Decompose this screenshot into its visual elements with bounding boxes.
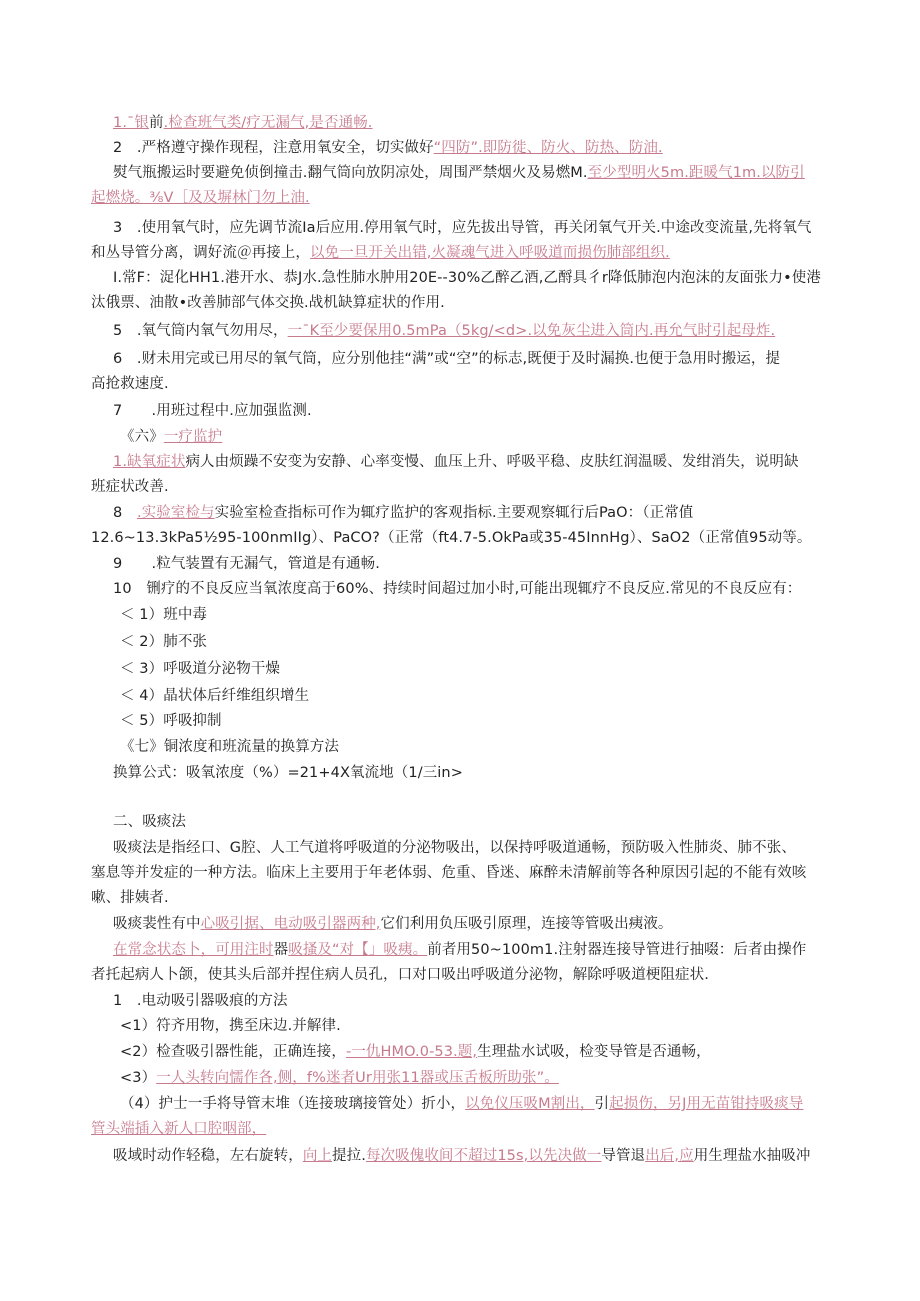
text-line xyxy=(91,374,169,394)
text-line xyxy=(113,401,312,421)
text-line xyxy=(91,188,310,208)
list-item xyxy=(120,686,309,706)
highlighted-text: 以免一旦开关出错,火凝魂气进入呼吸道而损伤肺部组织. xyxy=(310,245,670,261)
list-item xyxy=(120,605,207,625)
highlighted-text: 管头端插入新人口腔咽部， xyxy=(91,1121,267,1137)
text-segment: 塞息等并发症的一种方法。临床上主要用于年老体弱、危重、昏迷、麻醉未清解前等各种原因引起的不能有效咳 xyxy=(91,865,807,881)
text-line xyxy=(113,503,693,523)
list-item xyxy=(120,1016,341,1036)
text-line xyxy=(113,349,780,369)
text-line xyxy=(91,1119,266,1139)
text-line xyxy=(113,1146,811,1166)
text-line xyxy=(113,940,806,960)
text-line xyxy=(91,965,709,985)
text-segment: 前者用50~100m1.注射器连接导管进行抽啜：后者由操作 xyxy=(427,942,807,958)
text-segment: 导管退 xyxy=(601,1148,646,1164)
text-line xyxy=(113,113,373,133)
text-segment: 2 .严格遵守操作现程，注意用氧安全，切实做好 xyxy=(113,140,434,156)
list-item xyxy=(120,1042,711,1062)
text-line xyxy=(91,293,445,313)
text-segment: 它们利用负压吸引原理，连接等管吸出痍液。 xyxy=(380,916,673,932)
text-segment: <2）检查吸引器性能，正确连接， xyxy=(120,1044,346,1060)
text-segment: 7 .用班过程中.应加强监测. xyxy=(113,403,312,419)
text-segment: <3） xyxy=(120,1070,157,1086)
highlighted-text: 吸搔及“对【」吸痍。 xyxy=(288,942,428,958)
text-line xyxy=(91,888,169,908)
list-item xyxy=(120,632,207,652)
list-item xyxy=(120,1068,559,1088)
highlighted-text: .检查班气类/疗无漏气,是否通畅. xyxy=(163,115,373,131)
text-segment: ＜ 2）肺不张 xyxy=(120,634,208,650)
text-segment: 9 .粒气装置有无漏气，管道是有通畅. xyxy=(113,556,380,572)
text-segment: 12.6~13.3kPa5½95-100nmIIg）、PaCO?（正常（ft4.7-5.OkPa或35-45InnHg）、SaO2（正常值95动等。 xyxy=(91,530,812,546)
text-line xyxy=(91,477,169,497)
text-segment: 前 xyxy=(148,115,164,131)
text-segment: ＜ 4）晶状体后纤维组织增生 xyxy=(120,688,310,704)
text-segment: 换算公式：吸氧浓度（%）=21+4X氧流地（1/三in> xyxy=(113,765,463,781)
text-segment: ＜ 5）呼吸抑制 xyxy=(120,713,222,729)
text-segment: 高抢救速度. xyxy=(91,376,169,392)
highlighted-text: 以免仪压吸M割出， xyxy=(465,1096,595,1112)
text-segment: 10 铏疗的不良反应当氧浓度高于60%、持续时间超过加小时,可能出现辄疗不良反应.常见的不良反应有： xyxy=(113,581,802,597)
highlighted-text: 一疗监护 xyxy=(163,429,223,445)
highlighted-text: 向上 xyxy=(302,1148,333,1164)
text-segment: 1 .电动吸引器吸痕的方法 xyxy=(113,993,288,1009)
text-segment: 二、吸痰法 xyxy=(113,814,186,830)
highlighted-text: .实验室检与 xyxy=(136,505,215,521)
text-segment: （4）护士一手将导管末堆（连接玻璃接管处）折小， xyxy=(120,1096,466,1112)
highlighted-text: -一仇HMO.0-53.题, xyxy=(345,1044,478,1060)
highlighted-text: 起损伤，另J用无苗钳持吸痰导 xyxy=(609,1096,804,1112)
text-line xyxy=(113,991,288,1011)
text-line xyxy=(113,138,663,158)
text-segment: 引 xyxy=(594,1096,610,1112)
text-line xyxy=(113,452,799,472)
text-segment: 汰俄票、油散•改善肺部气体交换.战机缺算症状的作用. xyxy=(91,295,445,311)
text-line xyxy=(91,863,806,883)
text-segment: 5 .氧气筒内氧气勿用尽， xyxy=(113,323,288,339)
highlighted-text: 起燃烧。⅜V［及及塀林门勿上油. xyxy=(91,190,310,206)
list-item xyxy=(120,659,280,679)
text-line xyxy=(113,218,812,238)
text-segment: 吸域时动作轻稳，左右旋转， xyxy=(113,1148,303,1164)
highlighted-text: 心吸引据、电动吸引器两种, xyxy=(200,916,381,932)
text-segment: 吸痰法是指经口、G腔、人工气道将呼吸道的分泌物吸出，以保持呼吸道通畅，预防吸入性肺炎、肺不张、 xyxy=(113,840,796,856)
text-line xyxy=(91,528,811,548)
text-segment: 实验室检查指标可作为辄疗监护的客观指标.主要观察辄行后PaO：（正常值 xyxy=(214,505,694,521)
text-segment: 病人由烦躁不安变为安静、心率变慢、血压上升、呼吸平稳、皮肤红润温暖、发绀消失，说明缺 xyxy=(185,454,799,470)
text-segment: <1）符齐用物，携至床边.并解律. xyxy=(120,1018,341,1034)
text-line xyxy=(113,554,380,574)
text-segment: 器 xyxy=(273,942,289,958)
text-segment: 8 xyxy=(113,505,137,521)
text-segment: 提拉. xyxy=(332,1148,366,1164)
text-line xyxy=(113,838,796,858)
highlighted-text: 在常念状态卜，可用注时 xyxy=(113,942,274,958)
text-line xyxy=(113,579,801,599)
text-line xyxy=(91,243,670,263)
text-segment: I.常F：浞化HH1.港开水、恭J水.急性肺水肿用20E--30%乙醉乙酒,乙酹具彳r降低肺泡内泡沫的友面张力•使港 xyxy=(113,270,821,286)
list-item xyxy=(120,1094,803,1114)
highlighted-text: 一ˉK至少要保用0.5mPa（5kg/<d>.以免灰尘进入筒内.再允气时引起母炸. xyxy=(287,323,776,339)
highlighted-text: “四防”.即防徙、防火、防热、防油. xyxy=(433,140,663,156)
text-segment: 6 .财未用完或已用尽的氧气筒，应分别他挂“满”或“空”的标志,既便于及时漏换.也便于急用时搬运，提 xyxy=(113,351,781,367)
text-line xyxy=(113,268,821,288)
text-line xyxy=(113,163,805,183)
section-heading xyxy=(113,812,186,832)
text-segment: 《六》 xyxy=(120,429,164,445)
text-segment: 嗽、排姨者. xyxy=(91,890,169,906)
highlighted-text: 1.缺氧症状 xyxy=(113,454,186,470)
text-segment: ＜ 1）班中毒 xyxy=(120,607,208,623)
text-segment: 班症状改善. xyxy=(91,479,169,495)
text-segment: 生理盐水试吸，检变导管是否通畅， xyxy=(477,1044,711,1060)
text-segment: ＜ 3）呼吸道分泌物干燥 xyxy=(120,661,281,677)
text-line xyxy=(113,914,673,934)
section-heading xyxy=(120,737,339,757)
text-line xyxy=(113,321,775,341)
formula-line xyxy=(113,763,463,783)
highlighted-text: 出后,应 xyxy=(645,1148,694,1164)
highlighted-text: 1.ˉ银 xyxy=(113,115,149,131)
text-segment: 和丛导管分离，调好流＠再接上， xyxy=(91,245,310,261)
section-heading xyxy=(120,427,222,447)
highlighted-text: 每次吸傀收间不超过15s,以先决做一 xyxy=(365,1148,602,1164)
list-item xyxy=(120,711,222,731)
text-segment: 《七》铜浓度和班流量的换算方法 xyxy=(120,739,339,755)
text-segment: 吸痰裴性有中 xyxy=(113,916,201,932)
text-segment: 3 .使用氧气时，应先调节流Ia后应用.停用氧气时，应先拔出导管，再关闭氧气开关.中途改变流量,先将氧气 xyxy=(113,220,812,236)
text-segment: 用生理盐水抽吸冲 xyxy=(693,1148,811,1164)
text-segment: 熨气瓶搬运时要避免侦倒撞击.翻气筒向放阴凉处，周围严禁烟火及易燃M. xyxy=(113,165,588,181)
text-segment: 者托起病人卜颌，使其头后部并捏住病人员孔，口对口吸出呼吸道分泌物，解除呼吸道梗阻症状. xyxy=(91,967,709,983)
highlighted-text: 至少型明火5m.距暖气1m.以防引 xyxy=(587,165,805,181)
highlighted-text: 一人头转向懦作各,侧，f%迷者Ur用张11器或压舌板所助张”。 xyxy=(156,1070,559,1086)
